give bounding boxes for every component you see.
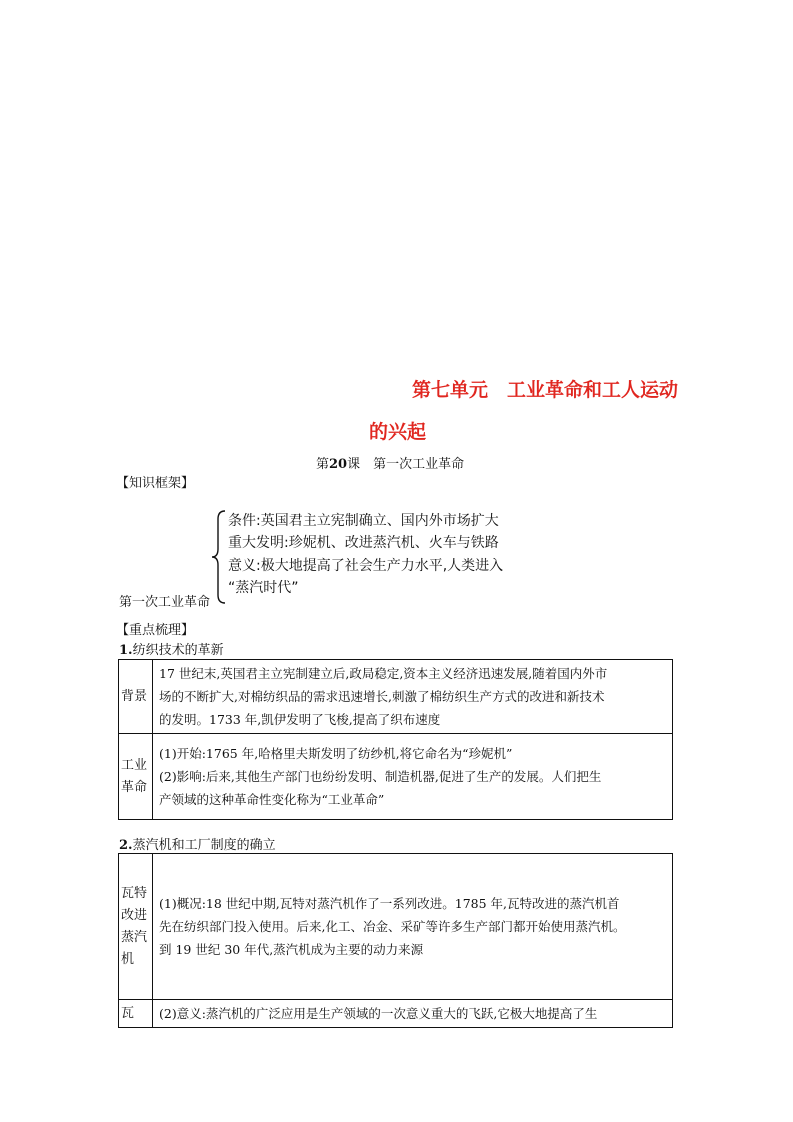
lesson-title (316, 453, 464, 472)
row-label-background: 背景 (119, 660, 153, 734)
row-content-significance (153, 1000, 673, 1028)
section2-table (118, 853, 673, 1028)
unit-title-line2: 的兴起 (369, 421, 427, 443)
content-line: 产领域的这种革命性变化称为“工业革命” (159, 792, 385, 807)
row-content-industrial-revolution (153, 734, 673, 820)
content-line: (1)概况:18 世纪中期,瓦特对蒸汽机作了一系列改进。1785 年,瓦特改进的蒸汽机首 (159, 896, 620, 911)
framework-item-inventions: 重大发明:珍妮机、改进蒸汽机、火车与铁路 (228, 535, 499, 551)
section1-text: 纺织技术的革新 (132, 643, 224, 658)
row-label-continued: 瓦 (119, 1000, 153, 1028)
row-content-watt-steam-engine (153, 854, 673, 1000)
section2-number: 2. (119, 838, 133, 853)
row-label-industrial-revolution: 工业革命 (119, 734, 153, 820)
table-row (119, 734, 673, 820)
framework-heading: 【知识框架】 (116, 476, 195, 491)
content-line: 的发明。1733 年,凯伊发明了飞梭,提高了织布速度 (159, 712, 441, 727)
row-content-background (153, 660, 673, 734)
content-line: (2)影响:后来,其他生产部门也纷纷发明、制造机器,促进了生产的发展。人们把生 (159, 769, 602, 784)
section1-title (119, 639, 224, 658)
content-line: (1)开始:1765 年,哈格里夫斯发明了纺纱机,将它命名为“珍妮机” (159, 746, 513, 761)
section1-number: 1. (119, 643, 133, 658)
framework-item-steam-age: “蒸汽时代” (228, 580, 299, 596)
review-heading: 【重点梳理】 (116, 623, 195, 638)
framework-item-condition: 条件:英国君主立宪制确立、国内外市场扩大 (228, 513, 499, 529)
lesson-suffix: 课 第一次工业革命 (347, 457, 465, 472)
framework-root: 第一次工业革命 (119, 595, 211, 610)
content-line: 到 19 世纪 30 年代,蒸汽机成为主要的动力来源 (159, 942, 424, 957)
section2-text: 蒸汽机和工厂制度的确立 (132, 838, 276, 853)
framework-item-significance: 意义:极大地提高了社会生产力水平,人类进入 (228, 558, 504, 574)
framework-brace (211, 509, 227, 605)
content-line: (2)意义:蒸汽机的广泛应用是生产领域的一次意义重大的飞跃,它极大地提高了生 (159, 1006, 598, 1021)
row-label-watt-steam-engine: 瓦特改进蒸汽机 (119, 854, 153, 1000)
content-line: 场的不断扩大,对棉纺织品的需求迅速增长,刺激了棉纺织生产方式的改进和新技术 (159, 689, 605, 704)
unit-title-line1: 第七单元 工业革命和工人运动 (412, 379, 679, 401)
table-row (119, 1000, 673, 1028)
table-row (119, 660, 673, 734)
content-line: 17 世纪末,英国君主立宪制建立后,政局稳定,资本主义经济迅速发展,随着国内外市 (159, 666, 608, 681)
section2-title (119, 834, 276, 853)
lesson-prefix: 第 (316, 457, 330, 472)
section1-table (118, 659, 673, 820)
lesson-number: 20 (329, 457, 348, 472)
content-line: 先在纺织部门投入使用。后来,化工、冶金、采矿等许多生产部门都开始使用蒸汽机。 (159, 919, 626, 934)
table-row (119, 854, 673, 1000)
